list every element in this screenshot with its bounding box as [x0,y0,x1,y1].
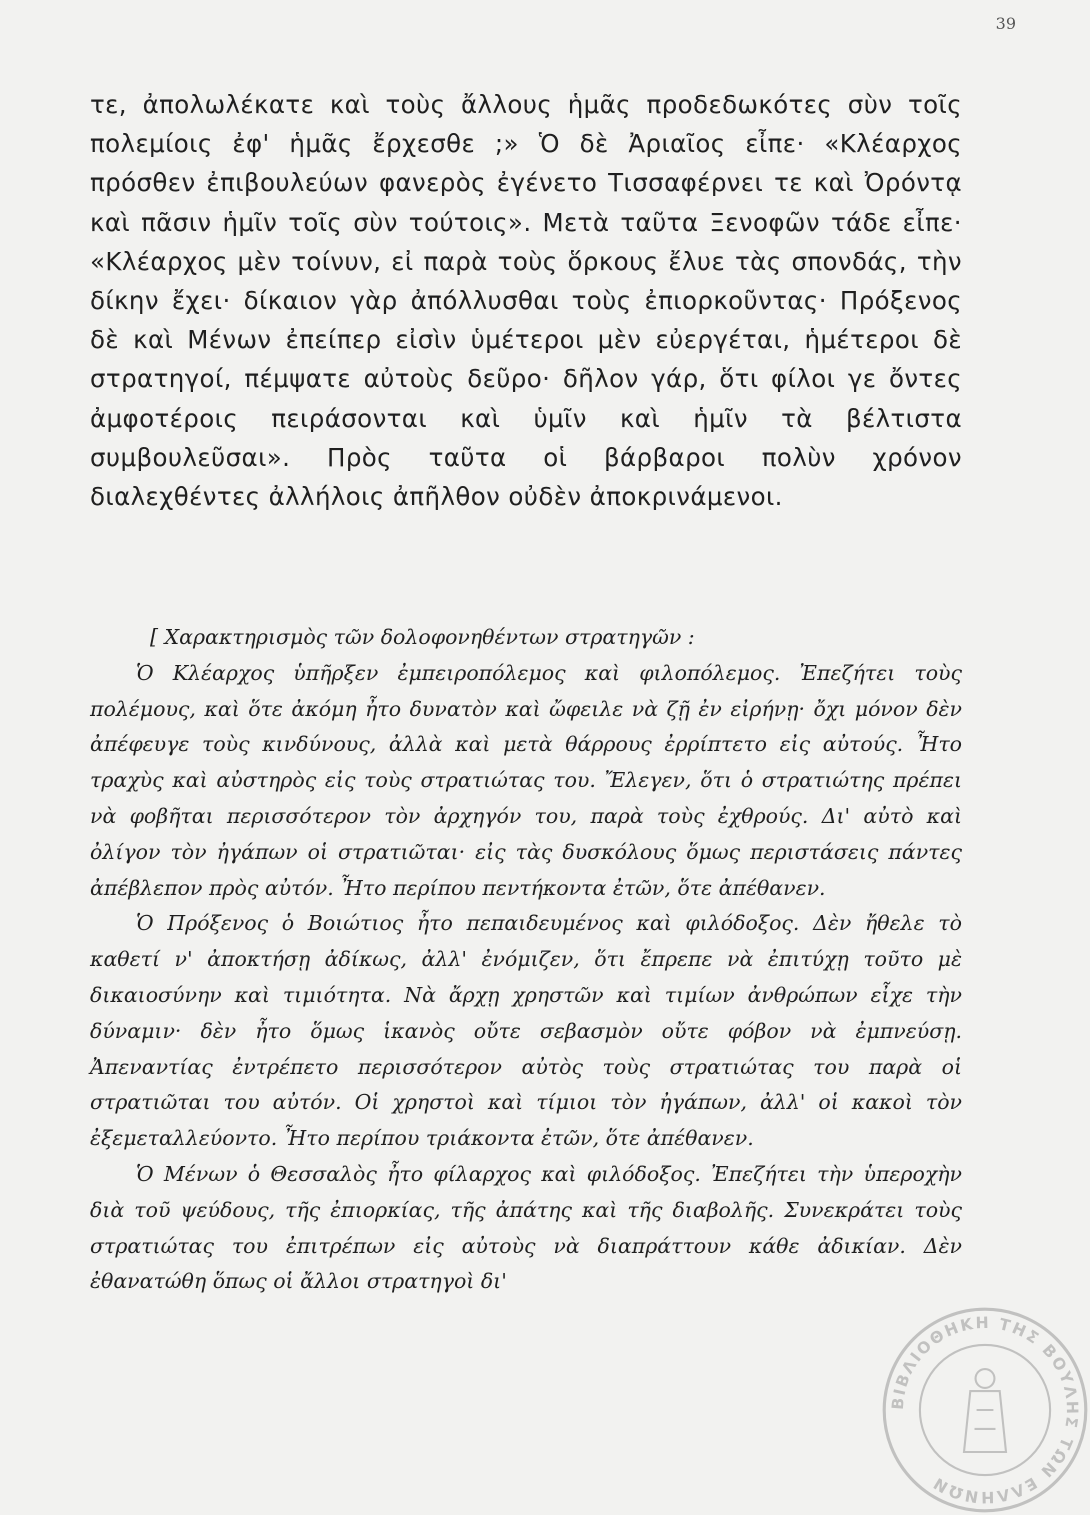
library-stamp [880,1305,1090,1515]
stamp-text: ΒΙΒΛΙΟΘΗΚΗ ΤΗΣ ΒΟΥΛΗΣ ΤΩΝ ΕΛΛΗΝΩΝ [887,1312,1083,1508]
menon-paragraph: Ὁ Μένων ὁ Θεσσαλὸς ἦτο φίλαρχος καὶ φιλόδοξος. Ἐπεζήτει τὴν ὑπεροχὴν διὰ τοῦ ψεύδους, τῆς ἐπιορκίας, τῆς ἀπάτης καὶ τῆς διαβολῆς. Συνεκράτει τοὺς στρατιώτας του ἐπιτρέπων εἰς αὐτοὺς νὰ διαπράττουν κάθε ἀδικίαν. Δὲν ἐθανατώθη ὅπως οἱ ἄλλοι στρατηγοὶ δι' [90,1161,962,1294]
main-text-paragraph: τε, ἀπολωλέκατε καὶ τοὺς ἄλλους ἡμᾶς προδεδωκότες σὺν τοῖς πολεμίοις ἐφ' ἡμᾶς ἔρχεσθε ;» Ὁ δὲ Ἀριαῖος εἶπε· «Κλέαρχος πρόσθεν ἐπιβουλεύων φανερὸς ἐγένετο Τισσαφέρνει τε καὶ Ὀρόντᾳ καὶ πᾶσιν ἡμῖν τοῖς σὺν τούτοις». Μετὰ ταῦτα Ξενοφῶν τάδε εἶπε· «Κλέαρχος μὲν τοίνυν, εἰ παρὰ τοὺς ὅρκους ἔλυε τὰς σπονδάς, τὴν δίκην ἔχει· δίκαιον γὰρ ἀπόλλυσθαι τοὺς ἐπιορκοῦντας· Πρόξενος δὲ καὶ Μένων ἐπείπερ εἰσὶν ὑμέτεροι μὲν εὐεργέται, ἡμέτεροι δὲ στρατηγοί, πέμψατε αὐτοὺς δεῦρο· δῆλον γάρ, ὅτι φίλοι γε ὄντες ἀμφοτέροις πειράσονται καὶ ὑμῖν καὶ ἡμῖν τὰ βέλτιστα συμβουλεῦσαι». Πρὸς ταῦτα οἱ βάρβαροι πολὺν χρόνον διαλεχθέντες ἀλλήλοις ἀπῆλθον οὐδὲν ἀποκρινάμενοι. [90,90,962,512]
proxenus-paragraph: Ὁ Πρόξενος ὁ Βοιώτιος ἦτο πεπαιδευμένος καὶ φιλόδοξος. Δὲν ἤθελε τὸ καθετί ν' ἀποκτήσῃ ἀδίκως, ἀλλ' ἐνόμιζεν, ὅτι ἔπρεπε νὰ ἐπιτύχῃ τοῦτο μὲ δικαιοσύνην καὶ τιμιότητα. Νὰ ἄρχῃ χρηστῶν καὶ τιμίων ἀνθρώπων εἶχε τὴν δύναμιν· δὲν ἦτο ὅμως ἱκανὸς οὔτε σεβασμὸν οὔτε φόβον νὰ ἐμπνεύσῃ. Ἀπεναντίας ἐντρέπετο περισσότερον αὐτὸς τοὺς στρατιώτας του παρὰ οἱ στρατιῶται του αὐτόν. Οἱ χρηστοὶ καὶ τίμιοι τὸν ἠγάπων, ἀλλ' οἱ κακοὶ τὸν ἐξεμεταλλεύοντο. Ἦτο περίπου τριάκοντα ἐτῶν, ὅτε ἀπέθανεν. [90,911,962,1151]
clearchus-paragraph: Ὁ Κλέαρχος ὑπῆρξεν ἐμπειροπόλεμος καὶ φιλοπόλεμος. Ἐπεζήτει τοὺς πολέμους, καὶ ὅτε ἀκόμη ἦτο δυνατὸν καὶ ὤφειλε νὰ ζῇ ἐν εἰρήνῃ· ὄχι μόνον δὲν ἀπέφευγε τοὺς κινδύνους, ἀλλὰ καὶ μετὰ θάρρους ἐρρίπτετο εἰς αὐτούς. Ἦτο τραχὺς καὶ αὐστηρὸς εἰς τοὺς στρατιώτας του. Ἔλεγεν, ὅτι ὁ στρατιώτης πρέπει νὰ φοβῆται περισσότερον τὸν ἀρχηγόν του, παρὰ τοὺς ἐχθρούς. Δι' αὐτὸ καὶ ὀλίγον τὸν ἠγάπων οἱ στρατιῶται· εἰς τὰς δυσκόλους ὅμως περιστάσεις πάντες ἀπέβλεπον πρὸς αὐτόν. Ἦτο περίπου πεντήκοντα ἐτῶν, ὅτε ἀπέθανεν. [90,660,962,900]
page-number: 39 [995,14,1016,33]
stamp-figure-icon [964,1369,1006,1452]
characterization-heading: [ Χαρακτηρισμὸς τῶν δολοφονηθέντων στρατηγῶν : [150,625,695,649]
characterization-section [90,620,962,1300]
